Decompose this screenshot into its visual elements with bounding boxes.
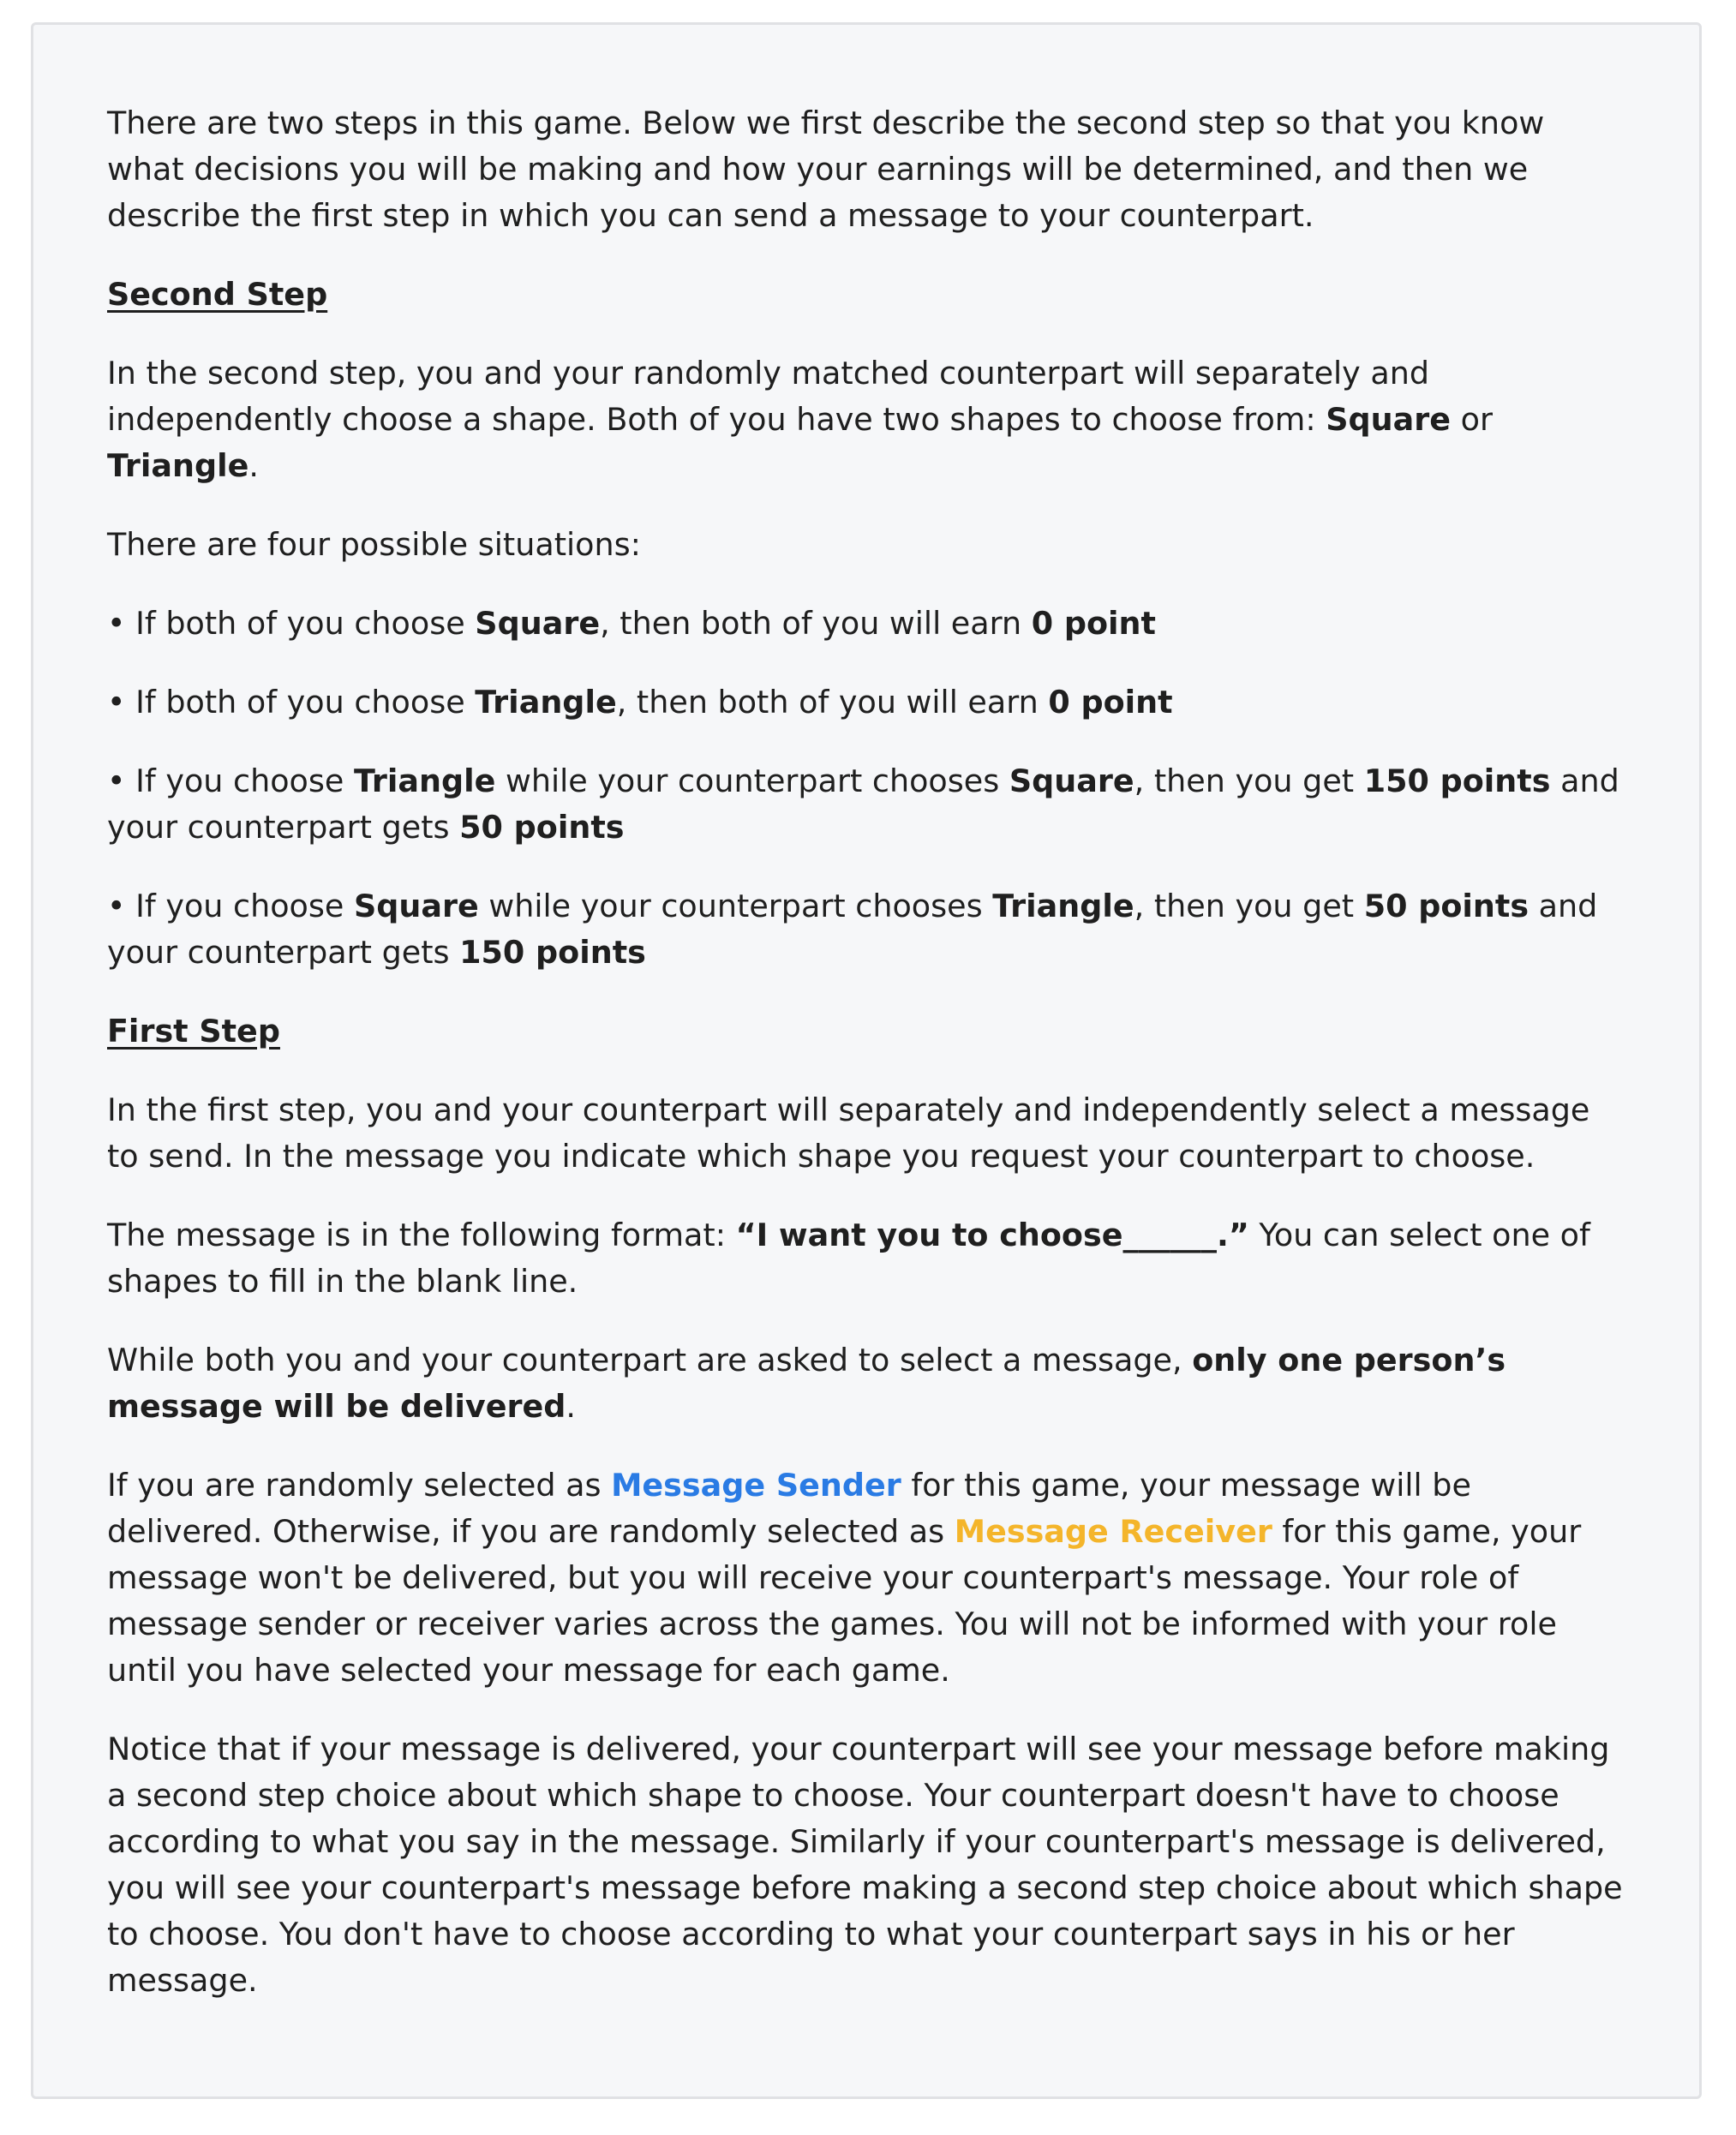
intro-paragraph: There are two steps in this game. Below we first describe the second step so that you know what decisions you will be making and how your earnings will be determined, and then we describe the first step in which you can send a message to your counterpart.	[107, 105, 1545, 234]
message-receiver-label: Message Receiver	[954, 1513, 1272, 1550]
first-step-paragraph: In the first step, you and your counterpart will separately and independently select a message to send. In the message you indicate which shape you request your counterpart to choose.	[107, 1091, 1590, 1175]
situation-item: • If both of you choose Triangle, then both of you will earn 0 point	[107, 684, 1173, 721]
situation-item: • If you choose Square while your counterpart chooses Triangle, then you get 50 points and your counterpart gets 150 points	[107, 888, 1598, 971]
message-format-paragraph: The message is in the following format: “I want you to choose______.” You can select one of shapes to fill in the blank line.	[107, 1217, 1590, 1300]
second-step-paragraph: In the second step, you and your randomly matched counterpart will separately and independently choose a shape. Both of you have two shapes to choose from: Square or Triangle.	[107, 355, 1493, 484]
shape-square-label: Square	[1326, 401, 1452, 438]
first-step-heading: First Step	[107, 1013, 280, 1050]
shape-triangle-label: Triangle	[107, 447, 249, 484]
notice-paragraph: Notice that if your message is delivered, your counterpart will see your message before making a second step choice about which shape to choose. Your counterpart doesn't have to choose according to what you say in the message. Similarly if your counterpart's message is delivered, you will see your counterpart's message before making a second step choice about which shape to choose. You don't have to choose according to what your counterpart says in his or her message.	[107, 1731, 1623, 1999]
message-format-quote: “I want you to choose______.”	[735, 1217, 1249, 1253]
second-step-heading: Second Step	[107, 276, 328, 313]
delivery-paragraph: While both you and your counterpart are asked to select a message, only one person’s message will be delivered.	[107, 1342, 1506, 1425]
message-sender-label: Message Sender	[611, 1467, 901, 1504]
instructions-panel	[31, 22, 1702, 2099]
role-paragraph: If you are randomly selected as Message Sender for this game, your message will be delivered. Otherwise, if you are randomly selected as Message Receiver for this game, your message won't be delivered, but you will receive your counterpart's message. Your role of message sender or receiver varies across the games. You will not be informed with your role until you have selected your message for each game.	[107, 1467, 1582, 1689]
situations-intro: There are four possible situations:	[107, 526, 641, 563]
situation-item: • If both of you choose Square, then both of you will earn 0 point	[107, 605, 1156, 642]
situation-item: • If you choose Triangle while your counterpart chooses Square, then you get 150 points and your counterpart gets 50 points	[107, 762, 1619, 846]
